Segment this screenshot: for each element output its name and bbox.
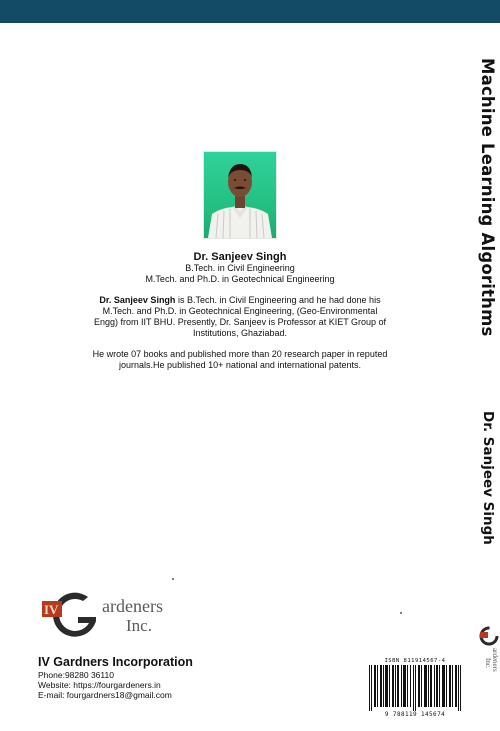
svg-text:Inc.: Inc. [484, 658, 492, 669]
isbn-barcode [367, 658, 463, 718]
author-name: Dr. Sanjeev Singh [193, 251, 287, 263]
publisher-info [38, 655, 258, 700]
author-photo [203, 151, 277, 239]
bio-paragraph-2: He wrote 07 books and published more than 20 research paper in reputed journals.He published 10+ national and international patents. [92, 349, 388, 370]
bio-paragraph-1 [92, 295, 388, 339]
speck [400, 612, 402, 614]
author-degree-2: M.Tech. and Ph.D. in Geotechnical Engineering [145, 274, 335, 284]
author-portrait-illustration [204, 152, 276, 238]
barcode-bars [367, 665, 463, 711]
spine-author: Dr. Sanjeev Singh [480, 411, 496, 545]
publisher-name: IV Gardners Incorporation [38, 655, 193, 669]
publisher-phone: Phone:98280 36110 [38, 670, 114, 680]
top-color-band [0, 0, 500, 23]
logo-word-ardeners: ardeners [102, 596, 163, 616]
author-bio [92, 251, 388, 371]
spine-publisher-logo [478, 626, 500, 681]
barcode-digits: 9 788119 145674 [384, 711, 446, 718]
bio-name-bold: Dr. Sanjeev Singh [99, 295, 176, 305]
svg-text:ardeners: ardeners [491, 648, 499, 672]
logo-word-inc: Inc. [126, 616, 152, 635]
logo-roman-numeral: IV [44, 602, 59, 617]
speck [172, 578, 174, 580]
publisher-website: Website: https://fourgardeners.in [38, 680, 161, 690]
isbn-label: ISBN 811914567-4 [384, 658, 446, 664]
gardeners-logo-graphic [38, 583, 178, 647]
bio-paragraph-1-text: is B.Tech. in Civil Engineering and he had done his M.Tech. and Ph.D. in Geotechnical Engineering, (Geo-Environmental Engg) from IIT BHU. Presently, Dr. Sanjeev is Professor at KIET Group of Institutions, Ghaziabad. [93, 295, 387, 338]
publisher-email: E-mail: fourgardners18@gmail.com [38, 690, 172, 700]
publisher-logo [38, 583, 178, 647]
spine-title: Machine Learning Algorithms [478, 58, 497, 337]
author-degree-1: B.Tech. in Civil Engineering [185, 263, 295, 273]
